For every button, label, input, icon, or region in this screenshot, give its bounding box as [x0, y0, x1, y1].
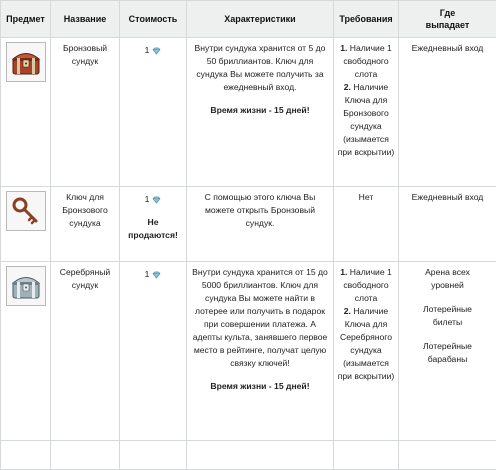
- item-cost: [120, 187, 187, 262]
- lifetime-note: Время жизни - 15 дней!: [190, 104, 330, 117]
- table-row: [1, 187, 496, 262]
- item-icon-cell: [1, 187, 51, 262]
- cost-value: 1: [145, 193, 150, 206]
- item-cost: [120, 262, 187, 441]
- diamond-icon: [152, 47, 161, 55]
- item-features: Внутри сундука хранится от 5 до 50 бриллиантов. Ключ для сундука Вы можете получить за ежедневный вход. Время жизни - 15 дней!: [187, 38, 334, 187]
- item-features: Внутри сундука хранится от 15 до 5000 бриллиантов. Ключ для сундука Вы можете найти в лотерее или получить в подарок при совершении платежа. А адепты культа, занявшего первое место в рейтинге, получат целую связку ключей! Время жизни - 15 дней!: [187, 262, 334, 441]
- item-name: Ключ для Бронзового сундука: [51, 187, 120, 262]
- header-drop: Где выпадает: [399, 1, 496, 38]
- header-name: Название: [51, 1, 120, 38]
- item-icon-cell: [1, 38, 51, 187]
- item-name: Серебряный сундук: [51, 262, 120, 441]
- item-name: Бронзовый сундук: [51, 38, 120, 187]
- item-cost: [120, 38, 187, 187]
- table-row: [1, 262, 496, 441]
- key-icon: [6, 191, 46, 231]
- lifetime-note: Время жизни - 15 дней!: [190, 380, 330, 393]
- drop-location: Арена всех уровней: [413, 266, 482, 292]
- cost-value: 1: [145, 268, 150, 281]
- header-item: Предмет: [1, 1, 51, 38]
- drop-location: Лотерейные барабаны: [413, 340, 482, 366]
- cost-value: 1: [145, 44, 150, 57]
- table-row: [1, 38, 496, 187]
- header-requirements: Требования: [334, 1, 399, 38]
- bronze-chest-icon: [6, 42, 46, 82]
- item-drop: Ежедневный вход: [399, 187, 496, 262]
- item-drop: [399, 262, 496, 441]
- table-row: [1, 441, 496, 470]
- item-features: С помощью этого ключа Вы можете открыть Бронзовый сундук.: [187, 187, 334, 262]
- silver-chest-icon: [6, 266, 46, 306]
- header-cost: Стоимость: [120, 1, 187, 38]
- header-row: [1, 1, 496, 38]
- item-requirements: 1. Наличие 1 свободного слота 2. Наличие Ключа для Бронзового сундука (изымается при вскрытии): [334, 38, 399, 187]
- not-sold-note: Не продаются!: [123, 216, 183, 242]
- item-requirements: Нет: [334, 187, 399, 262]
- item-icon-cell: [1, 262, 51, 441]
- drop-location: Лотерейные билеты: [413, 303, 482, 329]
- diamond-icon: [152, 196, 161, 204]
- diamond-icon: [152, 271, 161, 279]
- item-drop: Ежедневный вход: [399, 38, 496, 187]
- item-requirements: 1. Наличие 1 свободного слота 2. Наличие Ключа для Серебряного сундука (изымается при вскрытии): [334, 262, 399, 441]
- header-features: Характеристики: [187, 1, 334, 38]
